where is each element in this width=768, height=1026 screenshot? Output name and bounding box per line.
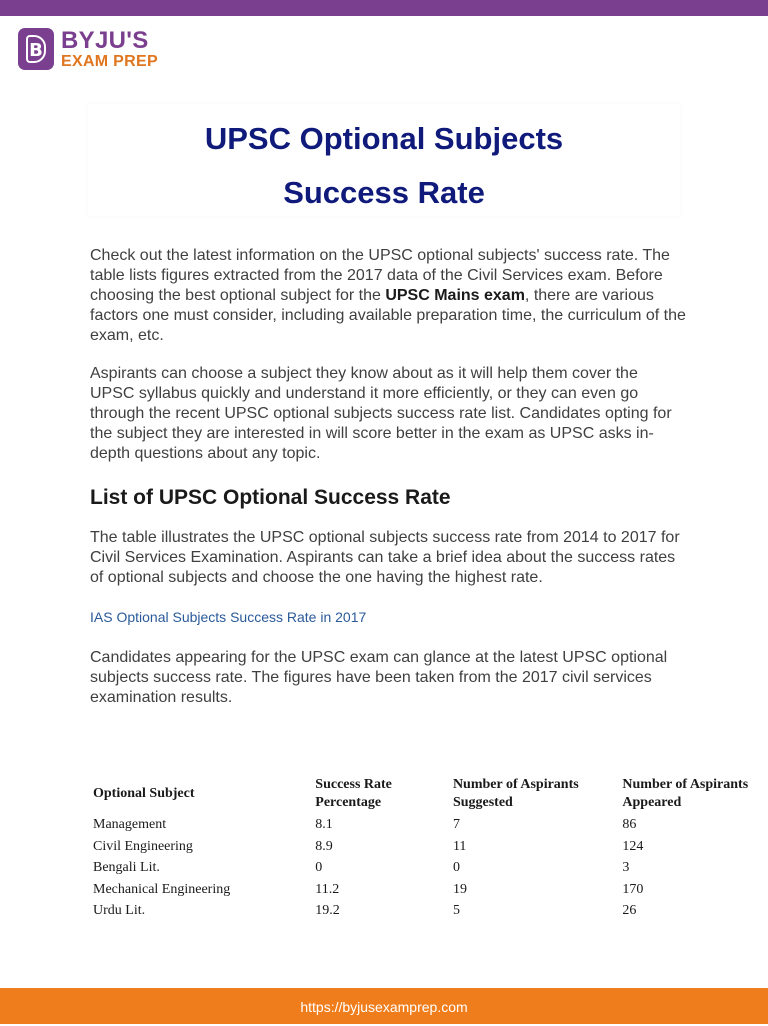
header-success-rate-line2: Percentage [315,795,382,810]
cell-suggested: 19 [452,881,467,897]
section-paragraph-2: Candidates appearing for the UPSC exam can glance at the latest UPSC optional subjects success rate. The figures have been taken from the 2017 civil services examination results. [90,649,668,706]
cell-suggested: 11 [452,838,467,854]
cell-suggested: 0 [452,860,460,875]
upsc-mains-exam-link[interactable]: UPSC Mains exam [385,287,525,304]
page-title-line1: UPSC Optional Subjects [204,121,564,156]
cell-subject: Management [93,817,167,832]
success-rate-table [90,776,768,922]
cell-rate: 19.2 [315,903,340,918]
header-appeared-line2: Appeared [622,795,682,810]
table-row [90,836,768,858]
footer-bar [0,988,768,1024]
intro-paragraph-1 [90,246,686,346]
intro-p1-text-end: , there are various factors one must consider, including available preparation time, the curriculum of the exam, etc. [90,287,686,344]
cell-rate: 8.9 [315,838,333,854]
header-aspirants-appeared [619,776,768,814]
top-bar [0,0,768,16]
footer-url-link[interactable]: https://byjusexamprep.com [300,999,468,1015]
page-title [88,104,680,220]
cell-subject: Bengali Lit. [93,860,160,875]
cell-appeared: 124 [622,838,644,854]
byjus-logo-icon [18,28,54,70]
cell-subject: Civil Engineering [93,838,193,854]
logo-text [61,26,158,70]
title-card [88,104,680,216]
table-row [90,857,768,879]
cell-appeared: 3 [622,860,630,875]
header-aspirants-suggested [450,776,619,814]
header-appeared-line1: Number of Aspirants [622,777,749,792]
table-row [90,814,768,836]
page-title-line2: Success Rate [283,175,485,210]
intro-p1-text-start: Check out the latest information on the UPSC optional subjects' success rate. The table lists figures extracted from the 2017 data of the Civil Services exam. Before choosing the best optional subject for the [90,247,670,304]
cell-appeared: 86 [622,817,637,832]
article-body [90,246,686,708]
header-optional-subject: Optional Subject [93,786,195,801]
table-row [90,900,768,922]
header-suggested-line2: Suggested [452,795,513,810]
logo-brand-name: BYJU'S [61,26,149,54]
section-heading: List of UPSC Optional Success Rate [90,486,451,509]
cell-suggested: 5 [452,903,460,918]
table-header-row [90,776,768,814]
success-rate-2017-link[interactable]: IAS Optional Subjects Success Rate in 2017 [90,609,367,625]
cell-subject: Urdu Lit. [93,903,146,918]
cell-rate: 11.2 [315,881,340,897]
section-paragraph-1: The table illustrates the UPSC optional subjects success rate from 2014 to 2017 for Civil Services Examination. Aspirants can take a brief idea about the success rates of optional subjects and choose the one having the highest rate. [90,529,680,586]
brand-logo[interactable] [18,28,158,70]
cell-appeared: 26 [622,903,637,918]
header-success-rate-line1: Success Rate [315,777,392,792]
cell-suggested: 7 [452,817,460,832]
cell-appeared: 170 [622,881,644,897]
header-suggested-line1: Number of Aspirants [452,777,579,792]
cell-subject: Mechanical Engineering [93,881,231,897]
header-success-rate [312,776,450,814]
cell-rate: 0 [315,860,323,875]
logo-brand-tagline: EXAM PREP [61,52,158,70]
table-row [90,879,768,901]
cell-rate: 8.1 [315,817,333,832]
logo-mark-letter: B [26,35,46,63]
intro-paragraph-2: Aspirants can choose a subject they know about as it will help them cover the UPSC syllabus quickly and understand it more efficiently, or they can even go through the recent UPSC optional subjects success rate list. Candidates opting for the subject they are interested in will score better in the exam as UPSC asks in-depth questions about any topic. [90,365,672,462]
